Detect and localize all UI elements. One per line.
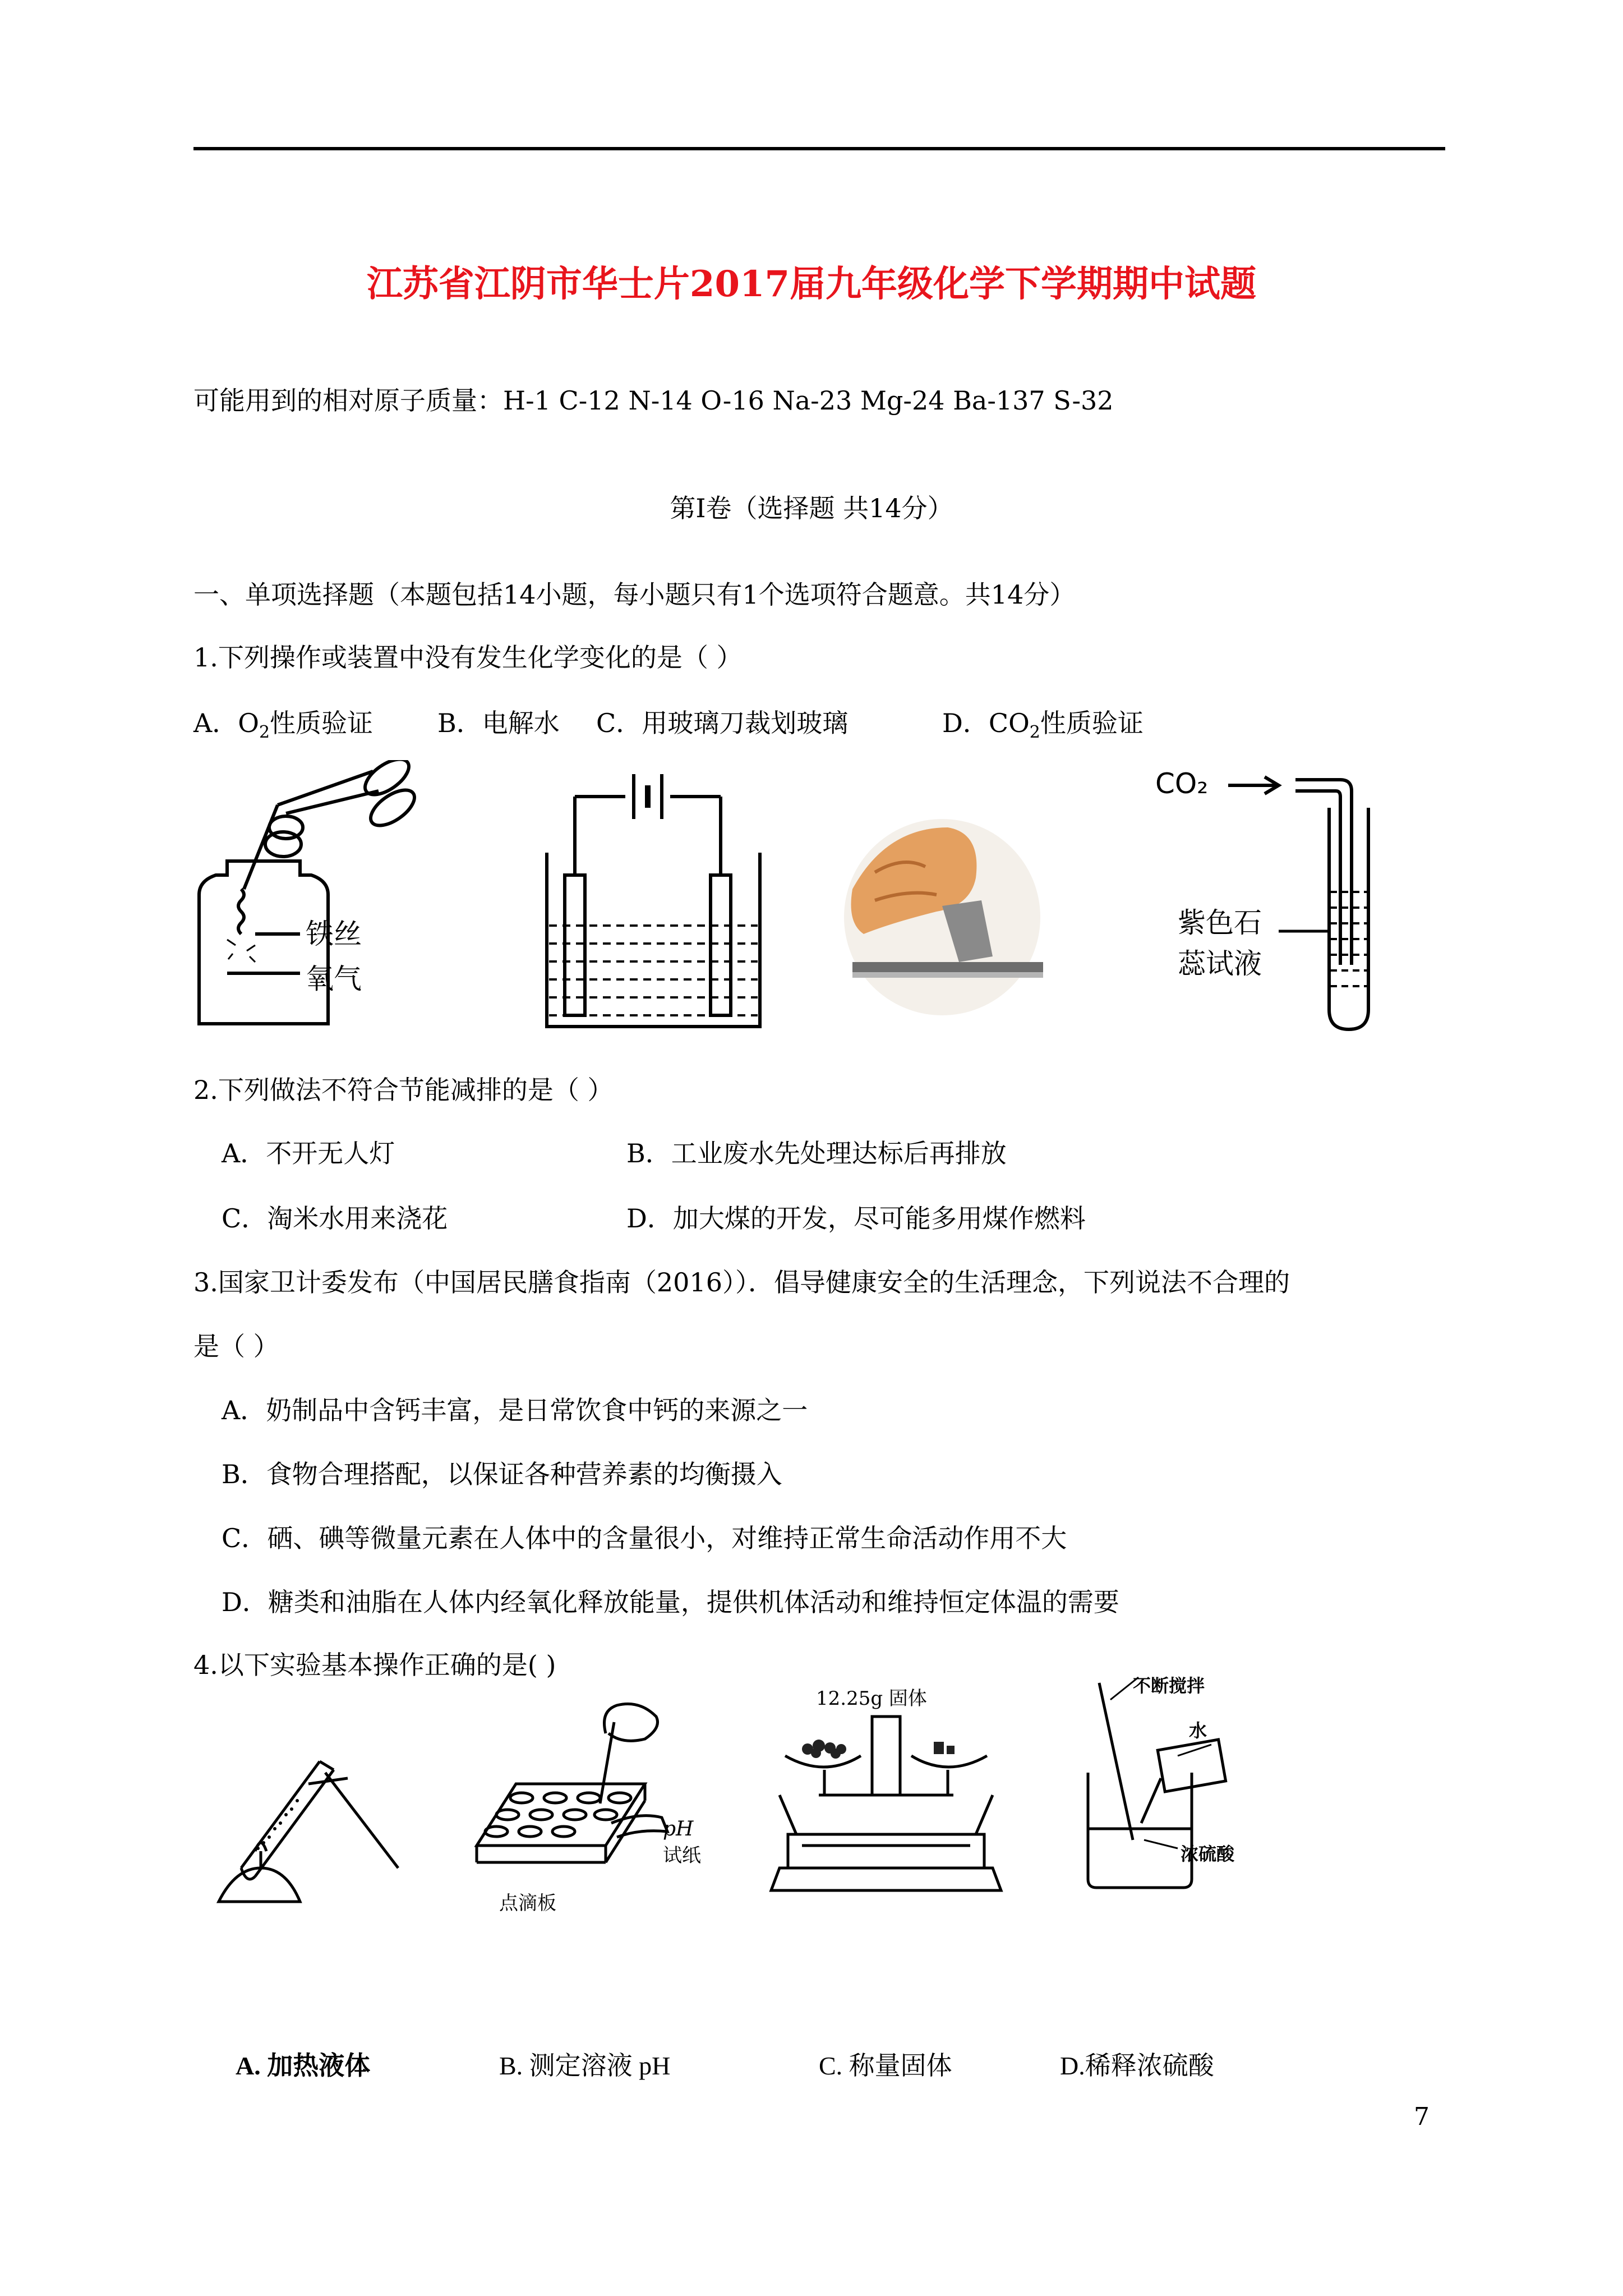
water-label: 水 (1189, 1720, 1207, 1741)
q2-option-a: A．不开无人灯 (222, 1138, 395, 1168)
figure-glass-cutting-photo (841, 794, 1043, 1018)
test-paper-label: 试纸 (663, 1844, 701, 1867)
section-title: 第Ⅰ卷（选择题 共14分） (670, 493, 953, 523)
q3-option-b: B．食物合理搭配，以保证各种营养素的均衡摄入 (222, 1459, 782, 1489)
q4-caption-a: A. 加热液体 (236, 2051, 371, 2080)
q3-option-c: C．硒、碘等微量元素在人体中的含量很小，对维持正常生命活动作用不大 (222, 1523, 1067, 1553)
iron-wire-label: 铁丝 (306, 918, 362, 950)
q4-caption-d: D.稀释浓硫酸 (1060, 2051, 1214, 2080)
q4-stem: 4.以下实验基本操作正确的是( ) (193, 1650, 556, 1680)
header-rule (193, 147, 1445, 150)
q2-option-c: C．淘米水用来浇花 (222, 1203, 448, 1234)
co2-label: CO₂ (1155, 767, 1209, 800)
figure-weighing-balance (763, 1683, 1009, 1907)
spot-plate-label: 点滴板 (499, 1892, 556, 1915)
ph-label: pH (663, 1818, 694, 1841)
part-heading: 一、单项选择题（本题包括14小题，每小题只有1个选项符合题意。共14分） (193, 579, 1076, 610)
q2-option-d: D．加大煤的开发，尽可能多用煤作燃料 (626, 1203, 1086, 1234)
q1-option-a: A．$O_2$性质验证 (193, 708, 374, 742)
litmus-label-line1: 紫色石 (1178, 907, 1262, 939)
atomic-masses: 可能用到的相对原子质量：H-1 C-12 N-14 O-16 Na-23 Mg-24 Ba-137 S-32 (193, 385, 1114, 416)
figure-electrolysis (541, 769, 766, 1032)
q1-option-d: D．$CO_2$性质验证 (942, 708, 1144, 742)
litmus-label-line2: 蕊试液 (1178, 947, 1262, 980)
q1-option-c: C．用玻璃刀裁划玻璃 (596, 708, 849, 738)
oxygen-label: 氧气 (306, 963, 362, 995)
figure-co2-litmus (1155, 763, 1402, 1032)
q2-option-b: B．工业废水先处理达标后再排放 (626, 1138, 1007, 1168)
q4-caption-c: C. 称量固体 (819, 2051, 952, 2080)
figure-iron-wire-oxygen (193, 760, 429, 1035)
q3-option-d: D．糖类和油脂在人体内经氧化释放能量，提供机体活动和维持恒定体温的需要 (222, 1587, 1119, 1617)
figure-diluting-acid (1077, 1672, 1312, 1896)
q1-option-b: B．电解水 (437, 708, 560, 738)
q4-caption-b: B. 测定溶液 pH (499, 2051, 671, 2080)
page-number: 7 (1414, 2102, 1430, 2131)
solid-mass-label: 12.25g 固体 (816, 1687, 927, 1710)
stir-label: 不断搅拌 (1133, 1675, 1205, 1696)
figure-heating-liquid (208, 1739, 409, 1913)
q3-option-a: A．奶制品中含钙丰富，是日常饮食中钙的来源之一 (222, 1395, 808, 1425)
exam-title: 江苏省江阴市华士片2017届九年级化学下学期期中试题 (366, 263, 1257, 305)
acid-label: 浓硫酸 (1181, 1843, 1235, 1865)
figure-ph-test (471, 1700, 718, 1935)
q3-stem-line2: 是（ ） (193, 1331, 279, 1361)
q1-stem: 1.下列操作或装置中没有发生化学变化的是（ ） (193, 642, 743, 673)
q2-stem: 2.下列做法不符合节能减排的是（ ） (193, 1075, 614, 1105)
q3-stem-line1: 3.国家卫计委发布（中国居民膳食指南（2016））．倡导健康安全的生活理念，下列说法不合理的 (193, 1267, 1290, 1297)
